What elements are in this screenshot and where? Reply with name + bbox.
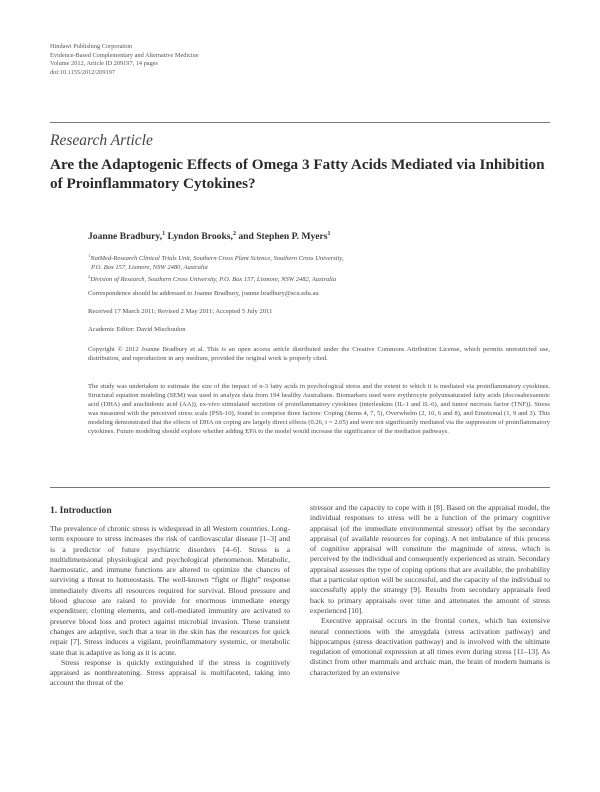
author-name: Joanne Bradbury, [88, 231, 163, 243]
abstract-divider [50, 487, 550, 488]
author-list [88, 231, 331, 242]
paragraph: Stress response is quickly extinguished if the stress is cognitively appraised as nonthreatening. Stress appraisal is multifaceted, taking into account the threat of the [50, 657, 290, 688]
volume-info: Volume 2012, Article ID 209197, 14 pages [50, 60, 158, 68]
author-affiliation-mark: 1 [327, 231, 331, 237]
author-affiliation-mark: 1 [162, 231, 166, 237]
author-affiliation-mark: 2 [232, 231, 236, 237]
article-dates: Received 17 March 2011; Revised 2 May 2011; Accepted 5 July 2011 [88, 308, 273, 315]
publisher-info [50, 43, 199, 77]
abstract: The study was undertaken to estimate the size of the impact of n-3 fatty acids in psychological stress and the extent to which it is mediated via proinflammatory cytokines. Structural equation modeling (SEM) was used to analyze data from 194 healthy Australians. Biomarkers used were erythrocyte polyunsaturated fatty acids (docosahexaenoic acid (DHA) and arachidonic acid (AA)), ex-vivo stimulated secretion of proinflammatory cytokines (interleukins (IL-1 and IL-6), and tumor necrosis factor (TNF)). Stress was measured with the perceived stress scale (PSS-10), found to comprise three factors: Coping (items 4, 7, 5), Overwhelm (2, 10, 6 and 8), and Emotional (1, 9 and 3). This modeling demonstrated that the effects of DHA on coping are largely direct effects (0.26, t = 2.05) and were not significantly mediated via the suppression of proinflammatory cytokines. Future modeling should explore whether adding EPA to the model would increase the significance of the mediation pathways. [88, 383, 550, 435]
affiliation-line: NatMed-Research Clinical Trials Unit, Southern Cross Plant Science, Southern Cross University, [90, 255, 344, 263]
academic-editor: Academic Editor: David Mischoulon [88, 326, 186, 333]
author-name: and Stephen P. Myers [238, 231, 328, 243]
section-heading: 1. Introduction [50, 505, 112, 516]
copyright-notice: Copyright © 2012 Joanne Bradbury et al. This is an open access article distributed under the Creative Commons Attribution License, which permits unrestricted use, distribution, and reproduction in any medium, provided the original work is properly cited. [88, 346, 550, 362]
body-column-left [50, 524, 290, 689]
author-name: Lyndon Brooks, [167, 231, 233, 243]
affiliation [88, 273, 550, 285]
header-divider [50, 122, 550, 123]
doi[interactable]: doi:10.1155/2012/209197 [50, 68, 116, 76]
affiliation-line: Division of Research, Southern Cross University, P.O. Box 157, Lismore, NSW 2482, Australia [90, 276, 337, 284]
body-column-right [310, 503, 550, 678]
paragraph: Executive appraisal occurs in the frontal cortex, which has extensive neural connections with the amygdala (stress activation pathway) and hippocampus (stress deactivation pathway) and is involved with the ultimate regulation of emotional expression at all times even during stress [11–13]. As distinct from other mammals and archaic man, the brain of modern humans is characterized by an extensive [310, 616, 550, 677]
affiliation-mark: 2 [88, 273, 91, 279]
journal-name: Evidence-Based Complementary and Alternative Medicine [50, 51, 199, 59]
affiliation [88, 252, 550, 264]
affiliation-mark: 1 [88, 253, 91, 258]
correspondence: Correspondence should be addressed to Joanne Bradbury, joanne.bradbury@scu.edu.au [88, 290, 319, 297]
paragraph: stressor and the capacity to cope with it [8]. Based on the appraisal model, the individual responses to stress will be a function of the primary cognitive appraisal (of the immediate environmental stressor) offset by the secondary appraisal (of available resources for coping). A net imbalance of this process of cognitive appraisal will constitute the magnitude of stress, which is perceived by the individual and consequently experienced as strain. Secondary appraisal assesses the type of coping options that are available, the probability that a particular option will be successful, and the capacity of the individual to successfully apply the strategy [9]. Results from secondary appraisals feed back to primary appraisals over time and attenuates the amount of stress experienced [10]. [310, 503, 550, 615]
publisher-name: Hindawi Publishing Corporation [50, 43, 133, 50]
article-type: Research Article [50, 132, 153, 149]
paragraph: The prevalence of chronic stress is widespread in all Western countries. Long-term exposure to stress increases the risk of cardiovascular disease [1–3] and is a predictor of future psychiatric disorders [4–6]. Stress is a multidimensional physiological and psychological phenomenon. Metabolic, haemostatic, and immune functions are altered to optimize the chances of surviving a threat to homeostasis. The well-known “fight or flight” response immediately diverts all resources required for survival. Blood pressure and blood glucose are raised to provide for enormous immediate energy expenditure; clotting elements, and cell-mediated immunity are activated to preserve blood loss and protect against microbial invasion. These transient changes are adaptive, such that a tear in the skin has the resources for quick repair [7]. Stress induces a vigilant, proinflammatory systemic, or metabolic state that is adaptive as long as it is acute. [50, 524, 290, 657]
affiliations [88, 252, 550, 285]
affiliation-line: P.O. Box 157, Lismore, NSW 2480, Australia [91, 264, 208, 272]
article-title: Are the Adaptogenic Effects of Omega 3 Fatty Acids Mediated via Inhibition of Proinflammatory Cytokines? [50, 156, 545, 192]
